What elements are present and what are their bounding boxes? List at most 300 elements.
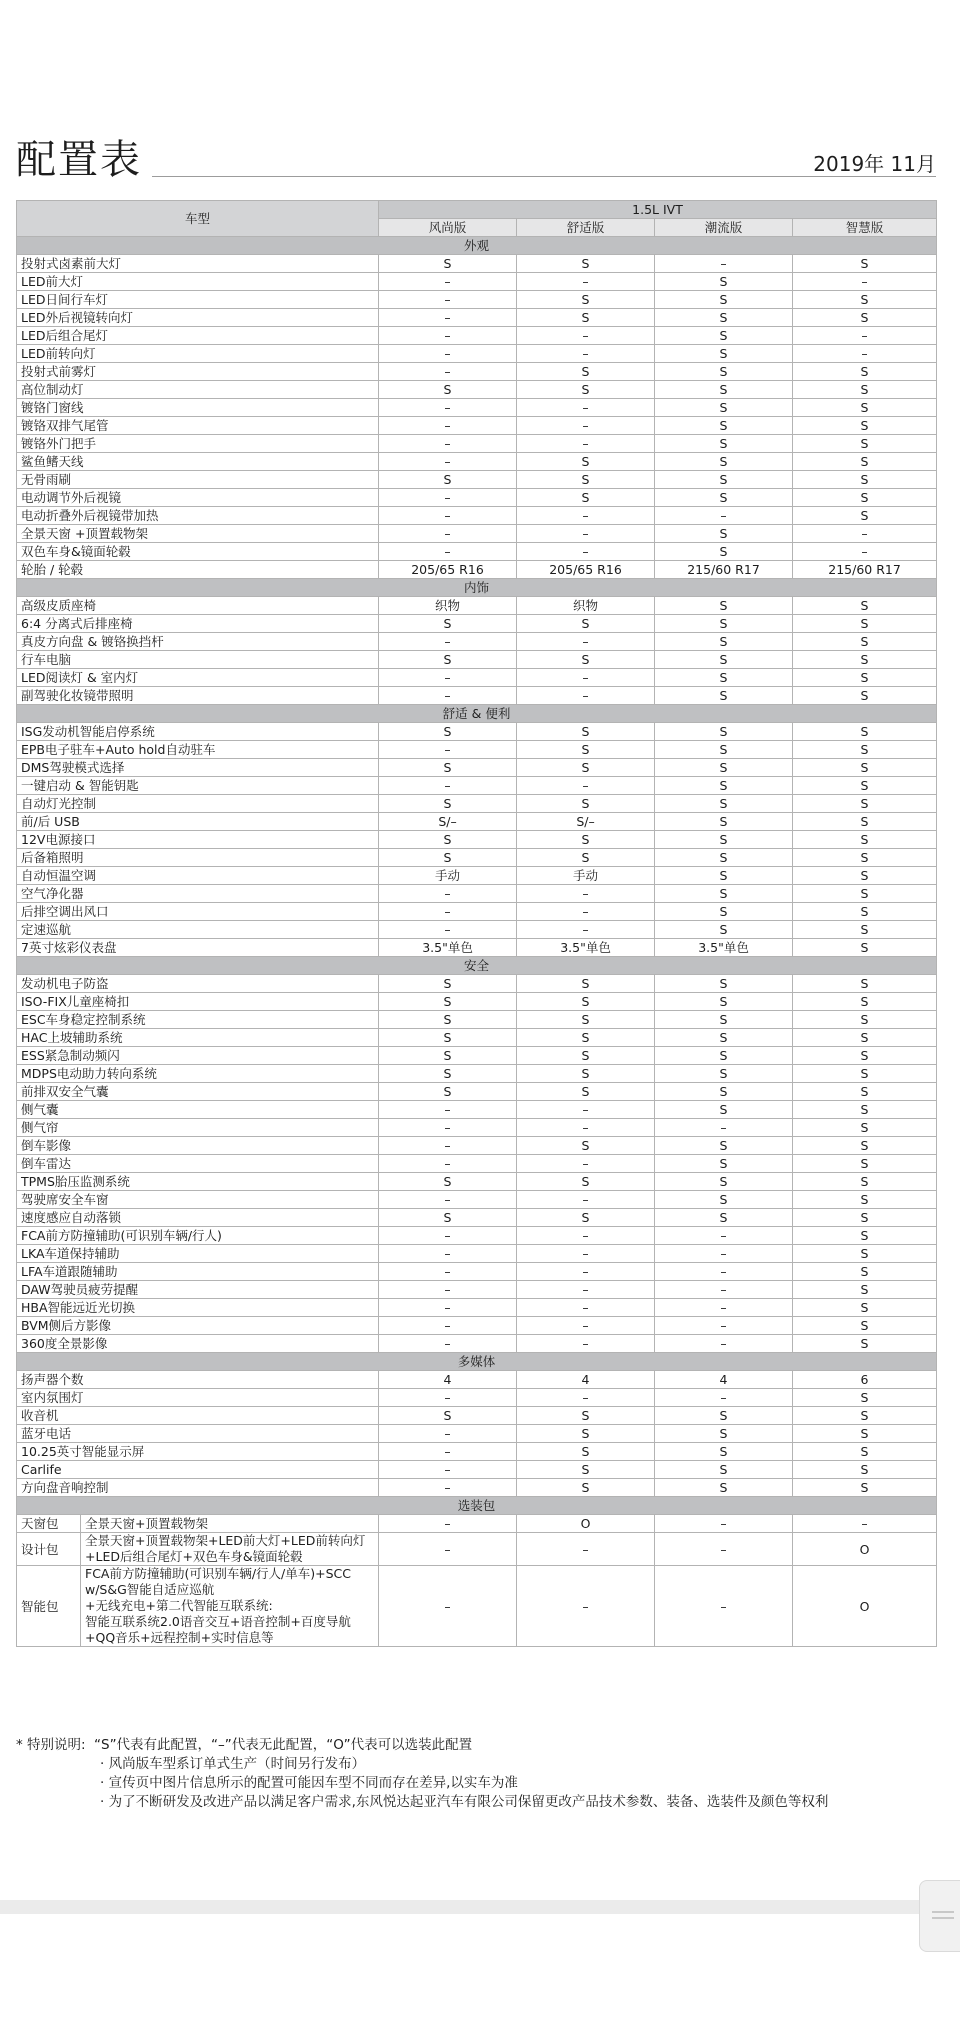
trim-value: S bbox=[655, 417, 793, 435]
trim-value: S bbox=[655, 1047, 793, 1065]
trim-header: 潮流版 bbox=[655, 219, 793, 237]
feature-name: LED后组合尾灯 bbox=[17, 327, 379, 345]
trim-value: – bbox=[517, 1155, 655, 1173]
trim-value: S bbox=[517, 1407, 655, 1425]
feature-name: LKA车道保持辅助 bbox=[17, 1245, 379, 1263]
trim-value: – bbox=[379, 453, 517, 471]
table-row bbox=[17, 669, 937, 687]
package-contents bbox=[81, 1566, 379, 1647]
trim-value: – bbox=[379, 1299, 517, 1317]
feature-name: ISO-FIX儿童座椅扣 bbox=[17, 993, 379, 1011]
trim-value: – bbox=[655, 507, 793, 525]
trim-value: S bbox=[793, 723, 937, 741]
trim-value: 6 bbox=[793, 1371, 937, 1389]
trim-value: – bbox=[517, 399, 655, 417]
feature-name: 侧气帘 bbox=[17, 1119, 379, 1137]
trim-value: S bbox=[655, 345, 793, 363]
trim-value: – bbox=[517, 1263, 655, 1281]
trim-value: – bbox=[517, 885, 655, 903]
legend-text: “S”代表有此配置，“–”代表无此配置，“O”代表可以选装此配置 bbox=[94, 1737, 473, 1753]
trim-value: S bbox=[655, 291, 793, 309]
feature-name: 驾驶席安全车窗 bbox=[17, 1191, 379, 1209]
trim-header: 智慧版 bbox=[793, 219, 937, 237]
trim-value: – bbox=[379, 489, 517, 507]
section-row bbox=[17, 579, 937, 597]
trim-value: S bbox=[793, 633, 937, 651]
feature-name: Carlife bbox=[17, 1461, 379, 1479]
trim-value: – bbox=[379, 1515, 517, 1533]
feature-name: LED前转向灯 bbox=[17, 345, 379, 363]
table-row bbox=[17, 1317, 937, 1335]
trim-value: S/– bbox=[517, 813, 655, 831]
trim-value: 4 bbox=[379, 1371, 517, 1389]
trim-value: – bbox=[517, 1299, 655, 1317]
trim-value: S bbox=[379, 1029, 517, 1047]
trim-value: – bbox=[655, 1281, 793, 1299]
trim-value: – bbox=[517, 921, 655, 939]
trim-value: S bbox=[655, 975, 793, 993]
trim-value: S bbox=[655, 993, 793, 1011]
table-row bbox=[17, 1137, 937, 1155]
note-item: · 风尚版车型系订单式生产（时间另行发布） bbox=[100, 1756, 366, 1772]
trim-value: S bbox=[517, 651, 655, 669]
trim-value: 4 bbox=[517, 1371, 655, 1389]
trim-value: S bbox=[517, 1209, 655, 1227]
variant-header: 1.5L IVT bbox=[379, 201, 937, 219]
trim-value: – bbox=[517, 1191, 655, 1209]
table-row bbox=[17, 1389, 937, 1407]
trim-value: 4 bbox=[655, 1371, 793, 1389]
trim-value: S bbox=[517, 1029, 655, 1047]
trim-value: – bbox=[517, 1566, 655, 1647]
trim-value: S bbox=[517, 1065, 655, 1083]
trim-value: – bbox=[379, 345, 517, 363]
trim-value: S/– bbox=[379, 813, 517, 831]
trim-value: S bbox=[379, 651, 517, 669]
trim-value: S bbox=[517, 309, 655, 327]
table-row bbox=[17, 363, 937, 381]
feature-name: 镀铬门窗线 bbox=[17, 399, 379, 417]
trim-value: S bbox=[793, 597, 937, 615]
trim-value: S bbox=[793, 1245, 937, 1263]
trim-value: S bbox=[793, 255, 937, 273]
feature-name: BVM侧后方影像 bbox=[17, 1317, 379, 1335]
trim-value: – bbox=[517, 525, 655, 543]
trim-value: S bbox=[655, 1407, 793, 1425]
trim-value: S bbox=[793, 921, 937, 939]
package-row bbox=[17, 1566, 937, 1647]
package-name: 智能包 bbox=[17, 1566, 81, 1647]
model-header: 车型 bbox=[17, 201, 379, 237]
feature-name: 蓝牙电话 bbox=[17, 1425, 379, 1443]
trim-value: – bbox=[517, 345, 655, 363]
feature-name: DMS驾驶模式选择 bbox=[17, 759, 379, 777]
trim-value: – bbox=[379, 1263, 517, 1281]
table-row bbox=[17, 327, 937, 345]
trim-value: S bbox=[793, 777, 937, 795]
trim-value: – bbox=[379, 1425, 517, 1443]
trim-value: 3.5"单色 bbox=[655, 939, 793, 957]
feature-name: 高位制动灯 bbox=[17, 381, 379, 399]
feature-name: FCA前方防撞辅助(可识别车辆/行人) bbox=[17, 1227, 379, 1245]
trim-value: S bbox=[517, 291, 655, 309]
trim-value: S bbox=[655, 885, 793, 903]
table-row bbox=[17, 453, 937, 471]
trim-value: S bbox=[655, 777, 793, 795]
package-contents bbox=[81, 1515, 379, 1533]
feature-name: 高级皮质座椅 bbox=[17, 597, 379, 615]
trim-value: S bbox=[793, 471, 937, 489]
feature-name: 前/后 USB bbox=[17, 813, 379, 831]
feature-name: 收音机 bbox=[17, 1407, 379, 1425]
trim-value: S bbox=[379, 1047, 517, 1065]
trim-value: – bbox=[517, 417, 655, 435]
trim-value: S bbox=[655, 489, 793, 507]
trim-value: S bbox=[793, 363, 937, 381]
trim-value: S bbox=[793, 741, 937, 759]
trim-value: – bbox=[379, 1101, 517, 1119]
table-row bbox=[17, 345, 937, 363]
trim-value: – bbox=[517, 273, 655, 291]
table-row bbox=[17, 1101, 937, 1119]
trim-value: – bbox=[517, 1227, 655, 1245]
trim-value: 织物 bbox=[517, 597, 655, 615]
trim-value: – bbox=[793, 525, 937, 543]
trim-value: – bbox=[379, 687, 517, 705]
trim-value: S bbox=[379, 1407, 517, 1425]
trim-value: O bbox=[793, 1533, 937, 1566]
trim-value: S bbox=[655, 435, 793, 453]
feature-name: EPB电子驻车+Auto hold自动驻车 bbox=[17, 741, 379, 759]
feature-name: 投射式前雾灯 bbox=[17, 363, 379, 381]
trim-value: O bbox=[517, 1515, 655, 1533]
table-row bbox=[17, 1245, 937, 1263]
trim-value: S bbox=[793, 651, 937, 669]
trim-value: – bbox=[379, 1119, 517, 1137]
table-row bbox=[17, 417, 937, 435]
feature-name: 行车电脑 bbox=[17, 651, 379, 669]
feature-name: 自动灯光控制 bbox=[17, 795, 379, 813]
package-item-line: 智能互联系统2.0语音交互+语音控制+百度导航 bbox=[85, 1614, 351, 1629]
trim-value: S bbox=[517, 1425, 655, 1443]
feature-name: 倒车影像 bbox=[17, 1137, 379, 1155]
table-row bbox=[17, 1461, 937, 1479]
trim-value: – bbox=[379, 1137, 517, 1155]
trim-value: S bbox=[793, 1209, 937, 1227]
feature-name: 定速巡航 bbox=[17, 921, 379, 939]
trim-value: – bbox=[379, 1245, 517, 1263]
trim-value: S bbox=[517, 975, 655, 993]
table-row bbox=[17, 381, 937, 399]
feature-name: 7英寸炫彩仪表盘 bbox=[17, 939, 379, 957]
table-row bbox=[17, 255, 937, 273]
table-row bbox=[17, 597, 937, 615]
feature-name: LED外后视镜转向灯 bbox=[17, 309, 379, 327]
trim-value: S bbox=[793, 885, 937, 903]
trim-value: S bbox=[655, 309, 793, 327]
package-row bbox=[17, 1533, 937, 1566]
package-row bbox=[17, 1515, 937, 1533]
trim-value: – bbox=[517, 507, 655, 525]
table-row bbox=[17, 1281, 937, 1299]
trim-value: – bbox=[517, 669, 655, 687]
note-item: · 为了不断研发及改进产品以满足客户需求,东风悦达起亚汽车有限公司保留更改产品技术参数、装备、选装件及颜色等权利 bbox=[100, 1794, 829, 1810]
trim-value: S bbox=[655, 741, 793, 759]
feature-name: TPMS胎压监测系统 bbox=[17, 1173, 379, 1191]
trim-header: 舒适版 bbox=[517, 219, 655, 237]
feature-name: 投射式卤素前大灯 bbox=[17, 255, 379, 273]
trim-value: S bbox=[793, 309, 937, 327]
section-row bbox=[17, 237, 937, 255]
trim-value: – bbox=[517, 1245, 655, 1263]
table-row bbox=[17, 903, 937, 921]
trim-value: – bbox=[517, 687, 655, 705]
trim-value: S bbox=[793, 813, 937, 831]
feature-name: ESC车身稳定控制系统 bbox=[17, 1011, 379, 1029]
legend-note bbox=[16, 1736, 936, 1755]
trim-value: S bbox=[655, 525, 793, 543]
feature-name: 鲨鱼鳍天线 bbox=[17, 453, 379, 471]
trim-value: S bbox=[517, 1083, 655, 1101]
trim-value: S bbox=[793, 453, 937, 471]
trim-value: S bbox=[655, 1065, 793, 1083]
trim-value: – bbox=[379, 525, 517, 543]
package-item-line: +LED后组合尾灯+双色车身&镜面轮毂 bbox=[85, 1549, 303, 1564]
trim-value: S bbox=[655, 849, 793, 867]
trim-value: S bbox=[655, 327, 793, 345]
trim-value: S bbox=[793, 381, 937, 399]
table-row bbox=[17, 1209, 937, 1227]
trim-value: S bbox=[379, 1065, 517, 1083]
feature-name: 6:4 分离式后排座椅 bbox=[17, 615, 379, 633]
package-item-line: 全景天窗+顶置载物架 bbox=[85, 1515, 208, 1531]
trim-value: S bbox=[655, 615, 793, 633]
table-row bbox=[17, 1047, 937, 1065]
trim-value: S bbox=[793, 759, 937, 777]
feature-name: ESS紧急制动频闪 bbox=[17, 1047, 379, 1065]
package-name: 设计包 bbox=[17, 1533, 81, 1566]
trim-value: S bbox=[655, 1029, 793, 1047]
trim-value: S bbox=[655, 813, 793, 831]
trim-value: – bbox=[379, 435, 517, 453]
trim-value: 205/65 R16 bbox=[517, 561, 655, 579]
spec-table bbox=[16, 200, 937, 1647]
trim-value: – bbox=[379, 1281, 517, 1299]
table-row bbox=[17, 993, 937, 1011]
feature-name: 空气净化器 bbox=[17, 885, 379, 903]
trim-value: S bbox=[793, 687, 937, 705]
trim-value: – bbox=[517, 1119, 655, 1137]
trim-value: S bbox=[793, 903, 937, 921]
trim-value: S bbox=[379, 795, 517, 813]
trim-value: – bbox=[517, 1101, 655, 1119]
trim-value: – bbox=[655, 1119, 793, 1137]
trim-value: S bbox=[793, 1119, 937, 1137]
feature-name: 侧气囊 bbox=[17, 1101, 379, 1119]
trim-value: S bbox=[379, 1173, 517, 1191]
feature-name: 镀铬双排气尾管 bbox=[17, 417, 379, 435]
trim-value: S bbox=[793, 867, 937, 885]
trim-value: – bbox=[379, 1335, 517, 1353]
trim-value: S bbox=[655, 381, 793, 399]
trim-value: – bbox=[517, 777, 655, 795]
table-row bbox=[17, 399, 937, 417]
trim-value: S bbox=[517, 759, 655, 777]
feature-name: LED日间行车灯 bbox=[17, 291, 379, 309]
trim-value: S bbox=[655, 1011, 793, 1029]
page-title: 配置表 bbox=[16, 137, 142, 183]
trim-value: S bbox=[517, 255, 655, 273]
feature-name: 室内氛围灯 bbox=[17, 1389, 379, 1407]
trim-value: – bbox=[379, 1566, 517, 1647]
feature-name: 10.25英寸智能显示屏 bbox=[17, 1443, 379, 1461]
document-header bbox=[0, 0, 960, 190]
trim-value: – bbox=[655, 1515, 793, 1533]
trim-value: S bbox=[517, 489, 655, 507]
section-title: 舒适 & 便利 bbox=[17, 705, 937, 723]
trim-value: S bbox=[793, 1137, 937, 1155]
trim-value: S bbox=[793, 1263, 937, 1281]
trim-value: S bbox=[655, 633, 793, 651]
trim-value: – bbox=[517, 903, 655, 921]
trim-value: S bbox=[793, 795, 937, 813]
trim-value: S bbox=[379, 471, 517, 489]
trim-value: S bbox=[517, 723, 655, 741]
table-row bbox=[17, 1119, 937, 1137]
trim-value: – bbox=[379, 1533, 517, 1566]
trim-value: S bbox=[655, 669, 793, 687]
trim-value: – bbox=[379, 1227, 517, 1245]
trim-value: S bbox=[793, 849, 937, 867]
trim-value: – bbox=[379, 633, 517, 651]
package-item-line: w/S&G智能自适应巡航 bbox=[85, 1582, 215, 1597]
package-item-line: +无线充电+第二代智能互联系统: bbox=[85, 1598, 273, 1613]
table-row bbox=[17, 831, 937, 849]
trim-value: S bbox=[793, 1101, 937, 1119]
feature-name: 速度感应自动落锁 bbox=[17, 1209, 379, 1227]
trim-value: – bbox=[379, 543, 517, 561]
trim-value: S bbox=[517, 831, 655, 849]
table-row bbox=[17, 849, 937, 867]
trim-value: S bbox=[793, 1173, 937, 1191]
trim-value: S bbox=[517, 471, 655, 489]
table-row bbox=[17, 1029, 937, 1047]
trim-value: S bbox=[655, 1209, 793, 1227]
trim-value: S bbox=[379, 849, 517, 867]
table-row bbox=[17, 1065, 937, 1083]
section-row bbox=[17, 957, 937, 975]
notes-section bbox=[16, 1736, 936, 1812]
trim-value: S bbox=[793, 1479, 937, 1497]
package-item-line: 全景天窗+顶置载物架+LED前大灯+LED前转向灯 bbox=[85, 1533, 366, 1548]
feature-name: 发动机电子防盗 bbox=[17, 975, 379, 993]
trim-value: S bbox=[793, 831, 937, 849]
table-row bbox=[17, 435, 937, 453]
feature-name: 扬声器个数 bbox=[17, 1371, 379, 1389]
trim-value: – bbox=[379, 1461, 517, 1479]
table-row bbox=[17, 507, 937, 525]
table-row bbox=[17, 543, 937, 561]
trim-value: – bbox=[379, 669, 517, 687]
trim-value: S bbox=[655, 597, 793, 615]
section-title: 安全 bbox=[17, 957, 937, 975]
trim-value: 3.5"单色 bbox=[517, 939, 655, 957]
trim-value: – bbox=[655, 1533, 793, 1566]
trim-value: – bbox=[379, 309, 517, 327]
trim-value: S bbox=[379, 615, 517, 633]
trim-value: S bbox=[655, 363, 793, 381]
trim-value: – bbox=[379, 1389, 517, 1407]
spec-table-body bbox=[17, 237, 937, 1647]
trim-value: – bbox=[655, 1263, 793, 1281]
trim-value: – bbox=[379, 327, 517, 345]
trim-value: S bbox=[793, 1281, 937, 1299]
trim-value: S bbox=[793, 1047, 937, 1065]
trim-value: S bbox=[517, 381, 655, 399]
trim-value: – bbox=[793, 543, 937, 561]
trim-value: – bbox=[379, 903, 517, 921]
trim-value: S bbox=[517, 615, 655, 633]
trim-value: – bbox=[655, 1227, 793, 1245]
feature-name: 前排双安全气囊 bbox=[17, 1083, 379, 1101]
trim-value: S bbox=[793, 975, 937, 993]
trim-value: S bbox=[793, 417, 937, 435]
trim-value: S bbox=[793, 669, 937, 687]
trim-value: S bbox=[517, 1011, 655, 1029]
feature-name: 镀铬外门把手 bbox=[17, 435, 379, 453]
feature-name: 副驾驶化妆镜带照明 bbox=[17, 687, 379, 705]
feature-name: HAC上坡辅助系统 bbox=[17, 1029, 379, 1047]
trim-value: S bbox=[379, 723, 517, 741]
trim-value: – bbox=[655, 1317, 793, 1335]
table-row bbox=[17, 1173, 937, 1191]
table-row bbox=[17, 1227, 937, 1245]
table-row bbox=[17, 561, 937, 579]
trim-value: S bbox=[655, 1443, 793, 1461]
trim-value: – bbox=[517, 327, 655, 345]
trim-value: S bbox=[655, 867, 793, 885]
page-handle-tab[interactable] bbox=[919, 1880, 960, 1952]
trim-value: S bbox=[655, 543, 793, 561]
feature-name: LED前大灯 bbox=[17, 273, 379, 291]
trim-value: – bbox=[379, 507, 517, 525]
trim-value: – bbox=[655, 1566, 793, 1647]
package-name: 天窗包 bbox=[17, 1515, 81, 1533]
trim-value: S bbox=[793, 1389, 937, 1407]
trim-value: – bbox=[793, 345, 937, 363]
feature-name: 全景天窗 +顶置载物架 bbox=[17, 525, 379, 543]
trim-value: S bbox=[793, 399, 937, 417]
trim-value: S bbox=[655, 399, 793, 417]
table-row bbox=[17, 525, 937, 543]
trim-value: 215/60 R17 bbox=[793, 561, 937, 579]
trim-value: S bbox=[793, 615, 937, 633]
feature-name: HBA智能远近光切换 bbox=[17, 1299, 379, 1317]
section-row bbox=[17, 1353, 937, 1371]
trim-value: S bbox=[793, 1065, 937, 1083]
trim-value: 3.5"单色 bbox=[379, 939, 517, 957]
feature-name: DAW驾驶员疲劳提醒 bbox=[17, 1281, 379, 1299]
table-row bbox=[17, 1299, 937, 1317]
table-row bbox=[17, 273, 937, 291]
table-row bbox=[17, 741, 937, 759]
table-row bbox=[17, 885, 937, 903]
section-title: 外观 bbox=[17, 237, 937, 255]
trim-value: O bbox=[793, 1566, 937, 1647]
table-row bbox=[17, 921, 937, 939]
trim-value: S bbox=[655, 795, 793, 813]
trim-value: S bbox=[655, 1137, 793, 1155]
